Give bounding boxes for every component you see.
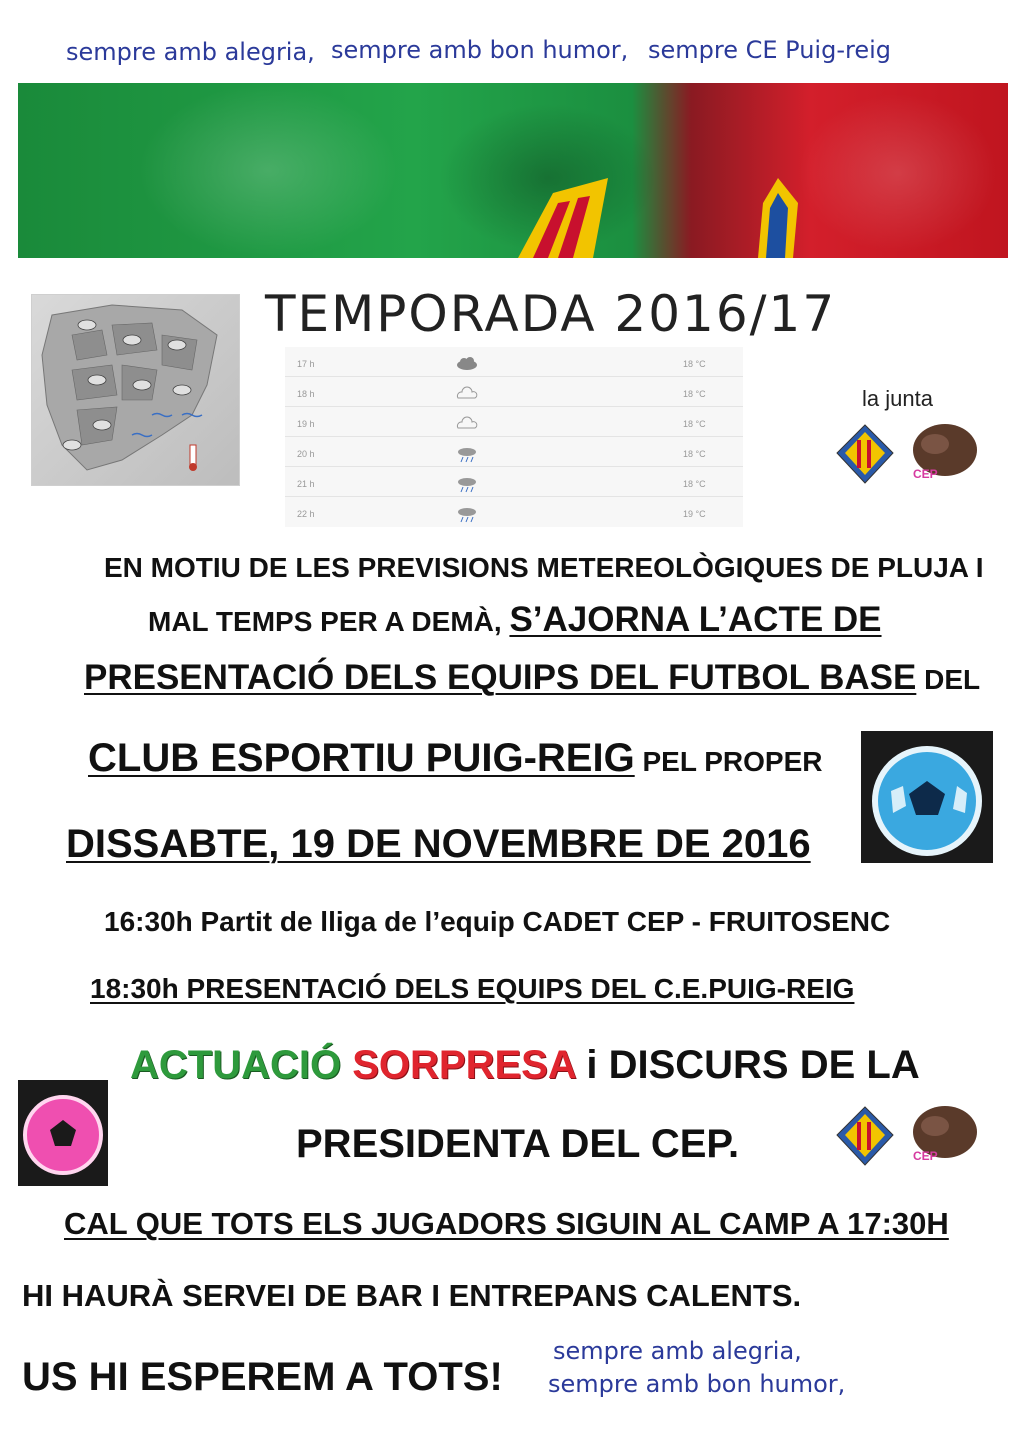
hourly-forecast-table [285,347,743,527]
schedule-item-1: 16:30h Partit de lliga de l’equip CADET CEP - FRUITOSENC [104,906,891,937]
forecast-row [285,377,743,407]
notice-players: CAL QUE TOTS ELS JUGADORS SIGUIN AL CAMP A 17:30H [64,1206,949,1241]
cloud-outline-icon [455,415,479,431]
announcement-line-3b: DEL [916,664,981,695]
announcement-line-4b: PEL PROPER [634,746,823,777]
footer-slogan-2: sempre amb bon humor, [548,1370,846,1398]
header-slogan-3: sempre CE Puig-reig [648,36,891,64]
forecast-hour: 17 h [297,359,315,369]
actuacio-word: ACTUACIÓ [130,1043,342,1087]
forecast-temp: 19 °C [683,509,706,519]
catalan-flag-icon [18,83,1008,258]
schedule-item-2: 18:30h PRESENTACIÓ DELS EQUIPS DEL C.E.PUIG-REIG [90,973,855,1004]
announcement-line-4 [88,736,822,781]
club-name: CLUB ESPORTIU PUIG-REIG [88,736,635,780]
club-crest-icon [837,425,893,483]
announcement-line-3 [84,658,980,698]
announcement-line-2a: MAL TEMPS PER A DEMÀ, [148,606,510,637]
forecast-temp: 18 °C [683,419,706,429]
season-title: TEMPORADA 2016/17 [265,285,837,343]
forecast-temp: 18 °C [683,389,706,399]
forecast-row [285,347,743,377]
forecast-hour: 19 h [297,419,315,429]
header-slogan-2: sempre amb bon humor, [331,36,629,64]
forecast-temp: 18 °C [683,359,706,369]
surprise-line-2: PRESIDENTA DEL CEP. [296,1122,740,1166]
club-logos [835,420,985,490]
forecast-hour: 22 h [297,509,315,519]
cloud-icon [455,355,479,371]
forecast-hour: 18 h [297,389,315,399]
announcement-line-1: EN MOTIU DE LES PREVISIONS METEREOLÒGIQUES DE PLUJA I [104,552,984,583]
forecast-hour: 20 h [297,449,315,459]
announcement-postpone: S’AJORNA L’ACTE DE [509,600,882,639]
rain-cloud-icon [455,445,479,463]
forecast-row [285,497,743,526]
announcement-line-2 [148,600,882,640]
forecast-temp: 18 °C [683,449,706,459]
sorpresa-word: SORPRESA [352,1043,576,1087]
club-crest-icon [837,1107,893,1165]
cloud-outline-icon [455,385,479,401]
rain-cloud-icon [455,505,479,523]
junta-label: la junta [862,386,933,411]
forecast-row [285,467,743,497]
forecast-hour: 21 h [297,479,315,489]
footer-slogan-1: sempre amb alegria, [553,1337,802,1365]
pink-ball-image [18,1080,108,1186]
announcement-presentation: PRESENTACIÓ DELS EQUIPS DEL FUTBOL BASE [84,658,917,697]
surprise-rest: i DISCURS DE LA [575,1043,920,1087]
cep-badge-text: CEP [913,467,938,481]
forecast-row [285,437,743,467]
jersey-banner-image [18,83,1008,258]
cep-badge-text-2: CEP [913,1149,938,1163]
notice-bar: HI HAURÀ SERVEI DE BAR I ENTREPANS CALENTS. [22,1278,802,1313]
surprise-line-1 [130,1043,920,1088]
header-slogan-1: sempre amb alegria, [66,38,315,66]
closing-line: US HI ESPEREM A TOTS! [22,1355,503,1399]
blue-ball-image [861,731,993,863]
forecast-temp: 18 °C [683,479,706,489]
weather-map-image [31,294,240,486]
event-date: DISSABTE, 19 DE NOVEMBRE DE 2016 [66,822,811,866]
club-logos-2 [835,1102,985,1172]
forecast-row [285,407,743,437]
catalonia-weather-map [32,295,239,485]
rain-cloud-icon [455,475,479,493]
